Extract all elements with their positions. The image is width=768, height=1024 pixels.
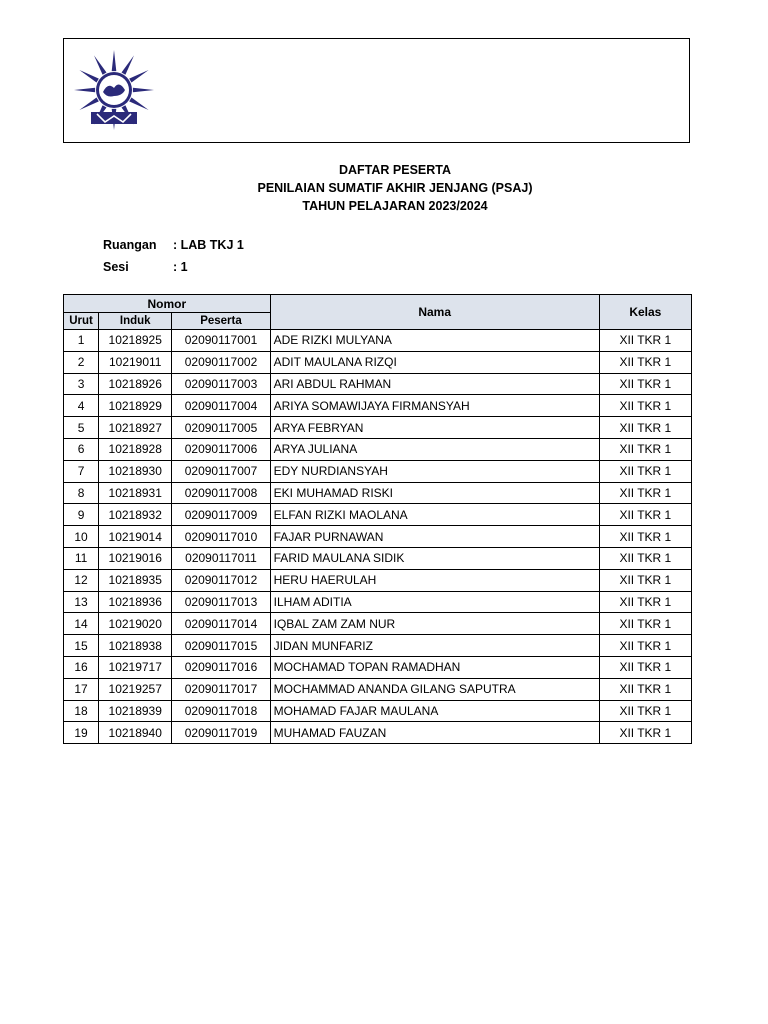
kelas-cell: XII TKR 1 bbox=[599, 547, 691, 569]
peserta-cell: 02090117001 bbox=[172, 330, 270, 352]
urut-cell: 17 bbox=[64, 678, 99, 700]
peserta-cell: 02090117005 bbox=[172, 417, 270, 439]
kelas-cell: XII TKR 1 bbox=[599, 373, 691, 395]
urut-cell: 15 bbox=[64, 635, 99, 657]
kelas-cell: XII TKR 1 bbox=[599, 438, 691, 460]
kelas-cell: XII TKR 1 bbox=[599, 613, 691, 635]
urut-cell: 12 bbox=[64, 569, 99, 591]
induk-cell: 10218938 bbox=[99, 635, 172, 657]
kelas-cell: XII TKR 1 bbox=[599, 330, 691, 352]
ruangan-row bbox=[103, 234, 244, 256]
kelas-cell: XII TKR 1 bbox=[599, 656, 691, 678]
urut-cell: 16 bbox=[64, 656, 99, 678]
nama-cell: ELFAN RIZKI MAOLANA bbox=[270, 504, 599, 526]
table-row bbox=[64, 635, 692, 657]
induk-cell: 10218925 bbox=[99, 330, 172, 352]
nama-cell: ADE RIZKI MULYANA bbox=[270, 330, 599, 352]
urut-cell: 3 bbox=[64, 373, 99, 395]
table-row bbox=[64, 569, 692, 591]
nama-cell: ARYA FEBRYAN bbox=[270, 417, 599, 439]
urut-cell: 8 bbox=[64, 482, 99, 504]
table-row bbox=[64, 700, 692, 722]
induk-cell: 10219016 bbox=[99, 547, 172, 569]
peserta-cell: 02090117014 bbox=[172, 613, 270, 635]
nama-cell: ILHAM ADITIA bbox=[270, 591, 599, 613]
nama-cell: MOCHAMMAD ANANDA GILANG SAPUTRA bbox=[270, 678, 599, 700]
peserta-cell: 02090117018 bbox=[172, 700, 270, 722]
nama-cell: FARID MAULANA SIDIK bbox=[270, 547, 599, 569]
title-line-1: DAFTAR PESERTA bbox=[338, 163, 452, 177]
nomor-group-header: Nomor bbox=[64, 295, 271, 313]
peserta-cell: 02090117007 bbox=[172, 460, 270, 482]
induk-cell: 10219020 bbox=[99, 613, 172, 635]
nama-cell: MOHAMAD FAJAR MAULANA bbox=[270, 700, 599, 722]
urut-cell: 7 bbox=[64, 460, 99, 482]
peserta-cell: 02090117015 bbox=[172, 635, 270, 657]
peserta-header: Peserta bbox=[172, 313, 270, 330]
sun-emblem-icon bbox=[69, 44, 159, 136]
urut-cell: 13 bbox=[64, 591, 99, 613]
kelas-cell: XII TKR 1 bbox=[599, 460, 691, 482]
induk-cell: 10219014 bbox=[99, 526, 172, 548]
nama-cell: ADIT MAULANA RIZQI bbox=[270, 351, 599, 373]
induk-cell: 10218926 bbox=[99, 373, 172, 395]
table-row bbox=[64, 330, 692, 352]
kelas-cell: XII TKR 1 bbox=[599, 722, 691, 744]
participant-rows bbox=[64, 330, 692, 744]
kelas-cell: XII TKR 1 bbox=[599, 395, 691, 417]
induk-cell: 10218940 bbox=[99, 722, 172, 744]
urut-cell: 1 bbox=[64, 330, 99, 352]
session-info bbox=[103, 234, 244, 278]
nama-cell: ARYA JULIANA bbox=[270, 438, 599, 460]
table-row bbox=[64, 722, 692, 744]
kelas-cell: XII TKR 1 bbox=[599, 482, 691, 504]
table-row bbox=[64, 417, 692, 439]
nama-cell: FAJAR PURNAWAN bbox=[270, 526, 599, 548]
sesi-label: Sesi bbox=[103, 260, 129, 274]
urut-cell: 4 bbox=[64, 395, 99, 417]
table-row bbox=[64, 351, 692, 373]
induk-header: Induk bbox=[99, 313, 172, 330]
peserta-cell: 02090117017 bbox=[172, 678, 270, 700]
peserta-cell: 02090117004 bbox=[172, 395, 270, 417]
table-row bbox=[64, 678, 692, 700]
participant-table bbox=[63, 294, 692, 744]
urut-cell: 19 bbox=[64, 722, 99, 744]
induk-cell: 10218928 bbox=[99, 438, 172, 460]
induk-cell: 10219717 bbox=[99, 656, 172, 678]
table-row bbox=[64, 438, 692, 460]
document-title bbox=[0, 161, 768, 215]
peserta-cell: 02090117013 bbox=[172, 591, 270, 613]
peserta-cell: 02090117010 bbox=[172, 526, 270, 548]
induk-cell: 10219011 bbox=[99, 351, 172, 373]
urut-cell: 6 bbox=[64, 438, 99, 460]
table-row bbox=[64, 482, 692, 504]
kelas-cell: XII TKR 1 bbox=[599, 678, 691, 700]
urut-header: Urut bbox=[64, 313, 99, 330]
nama-cell: ARI ABDUL RAHMAN bbox=[270, 373, 599, 395]
induk-cell: 10218929 bbox=[99, 395, 172, 417]
urut-cell: 2 bbox=[64, 351, 99, 373]
urut-cell: 5 bbox=[64, 417, 99, 439]
induk-cell: 10218935 bbox=[99, 569, 172, 591]
table-row bbox=[64, 373, 692, 395]
peserta-cell: 02090117003 bbox=[172, 373, 270, 395]
peserta-cell: 02090117012 bbox=[172, 569, 270, 591]
urut-cell: 18 bbox=[64, 700, 99, 722]
nama-cell: MOCHAMAD TOPAN RAMADHAN bbox=[270, 656, 599, 678]
letterhead-box bbox=[63, 38, 690, 143]
peserta-cell: 02090117019 bbox=[172, 722, 270, 744]
nama-cell: IQBAL ZAM ZAM NUR bbox=[270, 613, 599, 635]
urut-cell: 9 bbox=[64, 504, 99, 526]
peserta-cell: 02090117002 bbox=[172, 351, 270, 373]
induk-cell: 10218927 bbox=[99, 417, 172, 439]
table-row bbox=[64, 526, 692, 548]
induk-cell: 10218932 bbox=[99, 504, 172, 526]
title-line-3: TAHUN PELAJARAN 2023/2024 bbox=[302, 199, 488, 213]
kelas-header: Kelas bbox=[599, 295, 691, 330]
peserta-cell: 02090117011 bbox=[172, 547, 270, 569]
nama-header: Nama bbox=[270, 295, 599, 330]
nama-cell: HERU HAERULAH bbox=[270, 569, 599, 591]
kelas-cell: XII TKR 1 bbox=[599, 635, 691, 657]
kelas-cell: XII TKR 1 bbox=[599, 569, 691, 591]
induk-cell: 10218939 bbox=[99, 700, 172, 722]
kelas-cell: XII TKR 1 bbox=[599, 526, 691, 548]
urut-cell: 14 bbox=[64, 613, 99, 635]
nama-cell: EDY NURDIANSYAH bbox=[270, 460, 599, 482]
table-row bbox=[64, 504, 692, 526]
ruangan-value: : LAB TKJ 1 bbox=[173, 238, 244, 252]
table-row bbox=[64, 547, 692, 569]
title-line-2: PENILAIAN SUMATIF AKHIR JENJANG (PSAJ) bbox=[257, 181, 533, 195]
urut-cell: 10 bbox=[64, 526, 99, 548]
nama-cell: ARIYA SOMAWIJAYA FIRMANSYAH bbox=[270, 395, 599, 417]
kelas-cell: XII TKR 1 bbox=[599, 591, 691, 613]
table-row bbox=[64, 656, 692, 678]
table-row bbox=[64, 395, 692, 417]
kelas-cell: XII TKR 1 bbox=[599, 351, 691, 373]
induk-cell: 10218930 bbox=[99, 460, 172, 482]
induk-cell: 10218931 bbox=[99, 482, 172, 504]
table-row bbox=[64, 460, 692, 482]
ruangan-label: Ruangan bbox=[103, 238, 157, 252]
kelas-cell: XII TKR 1 bbox=[599, 700, 691, 722]
sesi-row bbox=[103, 256, 244, 278]
peserta-cell: 02090117008 bbox=[172, 482, 270, 504]
kelas-cell: XII TKR 1 bbox=[599, 417, 691, 439]
table-row bbox=[64, 591, 692, 613]
nama-cell: EKI MUHAMAD RISKI bbox=[270, 482, 599, 504]
nama-cell: JIDAN MUNFARIZ bbox=[270, 635, 599, 657]
peserta-cell: 02090117009 bbox=[172, 504, 270, 526]
urut-cell: 11 bbox=[64, 547, 99, 569]
table-row bbox=[64, 613, 692, 635]
peserta-cell: 02090117016 bbox=[172, 656, 270, 678]
sesi-value: : 1 bbox=[173, 260, 188, 274]
nama-cell: MUHAMAD FAUZAN bbox=[270, 722, 599, 744]
induk-cell: 10219257 bbox=[99, 678, 172, 700]
induk-cell: 10218936 bbox=[99, 591, 172, 613]
peserta-cell: 02090117006 bbox=[172, 438, 270, 460]
kelas-cell: XII TKR 1 bbox=[599, 504, 691, 526]
